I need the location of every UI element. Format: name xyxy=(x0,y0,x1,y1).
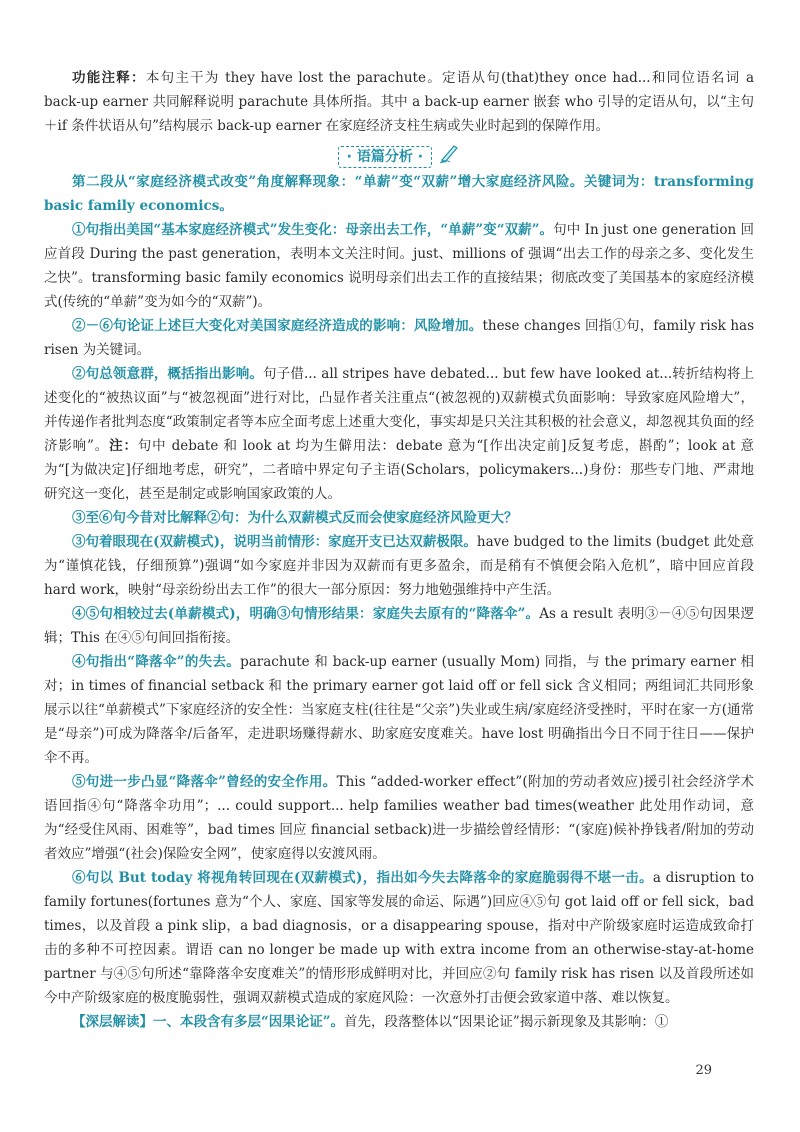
analysis-head: ①句指出美国“基本家庭经济模式”发生变化：母亲出去工作，“单薪”变“双薪”。 xyxy=(72,222,554,238)
analysis-text: parachute 和 back-up earner (usually Mom) 同指，与 the primary earner 相对；in times of financial setback 和 the primary earner got laid off or fell sick 含义相同；两组词汇共同形象展示以往“单薪模式”下家庭经济的安全性：当家庭支柱(往往是“父亲”)失业或生病/家庭经济受挫时，平时在家一方(通常是“母亲”)可成为降落伞/后备军，走进职场赚得薪水、助家庭安度难关。have lost 明确指出今日不同于往日——保护伞不再。 xyxy=(44,654,754,766)
analysis-text: 句子借... all stripes have debated... but few have looked at...转折结构将上述变化的“被热议面”与“被忽视面”进行对比，凸显作者关注重点“(被忽视的)双薪模式负面影响：导致家庭风险增大”，并传递作者批判态度“政策制定者等本应全面考虑上述重大变化，事实却是只关注其积极的社会意义，却忽视其负面的经济影响”。 xyxy=(44,366,754,454)
paragraph-summary: 第二段从“家庭经济模式改变”角度解释现象：“单薪”变“双薪”增大家庭经济风险。关键词为：transforming basic family economics。 xyxy=(44,174,754,214)
analysis-sentence-4 xyxy=(44,650,754,770)
analysis-sentence-5 xyxy=(44,770,754,866)
analysis-text: these changes 回指①句，family risk has risen 为关键词。 xyxy=(44,318,754,358)
deep-interpretation-head: 一、本段含有多层“因果论证”。 xyxy=(153,1014,345,1030)
analysis-sentences-3-6: ③至⑥句今昔对比解释②句：为什么双薪模式反而会使家庭经济风险更大？ xyxy=(72,510,518,526)
analysis-text: have budged to the limits (budget 此处意为“谨慎花钱，仔细预算”)强调“如今家庭并非因为双薪而有更多盈余，而是稍有不慎便会陷入危机”，暗中回应首段 hard work，映射“母亲纷纷出去工作”的很大一部分原因：努力地勉强维持中产生活。 xyxy=(44,534,754,598)
analysis-text: 句中 In just one generation 回应首段 During the past generation，表明本文关注时间。just、millions of 强调“出去工作的母亲之多、变化发生之快”。transforming basic family economics 说明母亲们出去工作的直接结果；彻底改变了美国基本的家庭经济模式(传统的“单薪”变为如今的“双薪”)。 xyxy=(44,222,754,310)
analysis-text: As a result 表明③－④⑤句因果逻辑；This 在④⑤句间回指衔接。 xyxy=(44,606,754,646)
deep-interpretation-text: 首先，段落整体以“因果论证”揭示新现象及其影响：① xyxy=(344,1014,669,1030)
analysis-head: ②句总领意群，概括指出影响。 xyxy=(72,366,264,382)
analysis-head: ④句指出“降落伞”的失去。 xyxy=(72,654,241,670)
deep-interpretation-label: 【深层解读】 xyxy=(72,1014,153,1030)
analysis-head: ⑥句以 But today 将视角转回现在(双薪模式)，指出如今失去降落伞的家庭脆弱得不堪一击。 xyxy=(72,870,653,886)
analysis-sentence-1 xyxy=(44,218,754,314)
analysis-sentence-2 xyxy=(44,362,754,506)
functional-note-label: 功能注释： xyxy=(72,70,146,86)
deep-interpretation xyxy=(44,1010,754,1034)
analysis-text: a disruption to family fortunes(fortunes 意为“个人、家庭、国家等发展的命运、际遇”)回应④⑤句 got laid off or fell sick，bad times，以及首段 a pink slip，a bad diagnosis，or a disappearing spouse，指对中产阶级家庭时运造成致命打击的多种不可控因素。谓语 can no longer be made up with extra income from an otherwise-stay-at-home partner 与④⑤句所述“靠降落伞安度难关”的情形形成鲜明对比，并回应②句 family risk has risen 以及首段所述如今中产阶级家庭的极度脆弱性，强调双薪模式造成的家庭风险：一次意外打击便会致家道中落、难以恢复。 xyxy=(44,870,754,1006)
analysis-sentences-4-5 xyxy=(44,602,754,650)
analysis-head: ③句着眼现在(双薪模式)，说明当前情形：家庭开支已达双薪极限。 xyxy=(72,534,477,550)
functional-note-text: 本句主干为 they have lost the parachute。定语从句(that)they once had...和同位语名词 a back-up earner 共同解释说明 parachute 具体所指。其中 a back-up earner 嵌套 who 引导的定语从句，以“主句＋if 条件状语从句”结构展示 back-up earner 在家庭经济支柱生病或失业时起到的保障作用。 xyxy=(44,70,755,134)
analysis-head: ②－⑥句论证上述巨大变化对美国家庭经济造成的影响：风险增加。 xyxy=(72,318,483,334)
page-number: 29 xyxy=(695,1063,712,1078)
note-text: 句中 debate 和 look at 均为生僻用法：debate 意为“[作出决定前]反复考虑，斟酌”；look at 意为“[为做决定]仔细地考虑，研究”，二者暗中界定句子主语(Scholars，policymakers...)身份：那些专门地、严肃地研究这一变化，甚至是制定或影响国家政策的人。 xyxy=(44,438,754,502)
analysis-sentence-6 xyxy=(44,866,754,1010)
analysis-text: This “added-worker effect”(附加的劳动者效应)援引社会经济学术语回指④句“降落伞功用”；... could support... help families weather bad times(weather 此处用作动词，意为“经受住风雨、困难等”，bad times 回应 financial setback)进一步描绘曾经情形：“(家庭)候补挣钱者/附加的劳动者效应”增强“(社会)保险安全网”，使家庭得以安渡风雨。 xyxy=(44,774,754,862)
note-label: 注： xyxy=(109,438,138,454)
section-heading xyxy=(44,142,754,168)
analysis-head: ④⑤句相较过去(单薪模式)，明确③句情形结果：家庭失去原有的“降落伞”。 xyxy=(72,606,540,622)
page-content xyxy=(44,66,754,1034)
analysis-head: ⑤句进一步凸显“降落伞”曾经的安全作用。 xyxy=(72,774,337,790)
analysis-sentence-3 xyxy=(44,530,754,602)
analysis-sentences-2-6 xyxy=(44,314,754,362)
pen-icon xyxy=(438,142,460,172)
functional-note-paragraph xyxy=(44,66,754,138)
section-title: · 语篇分析 · xyxy=(338,146,432,168)
